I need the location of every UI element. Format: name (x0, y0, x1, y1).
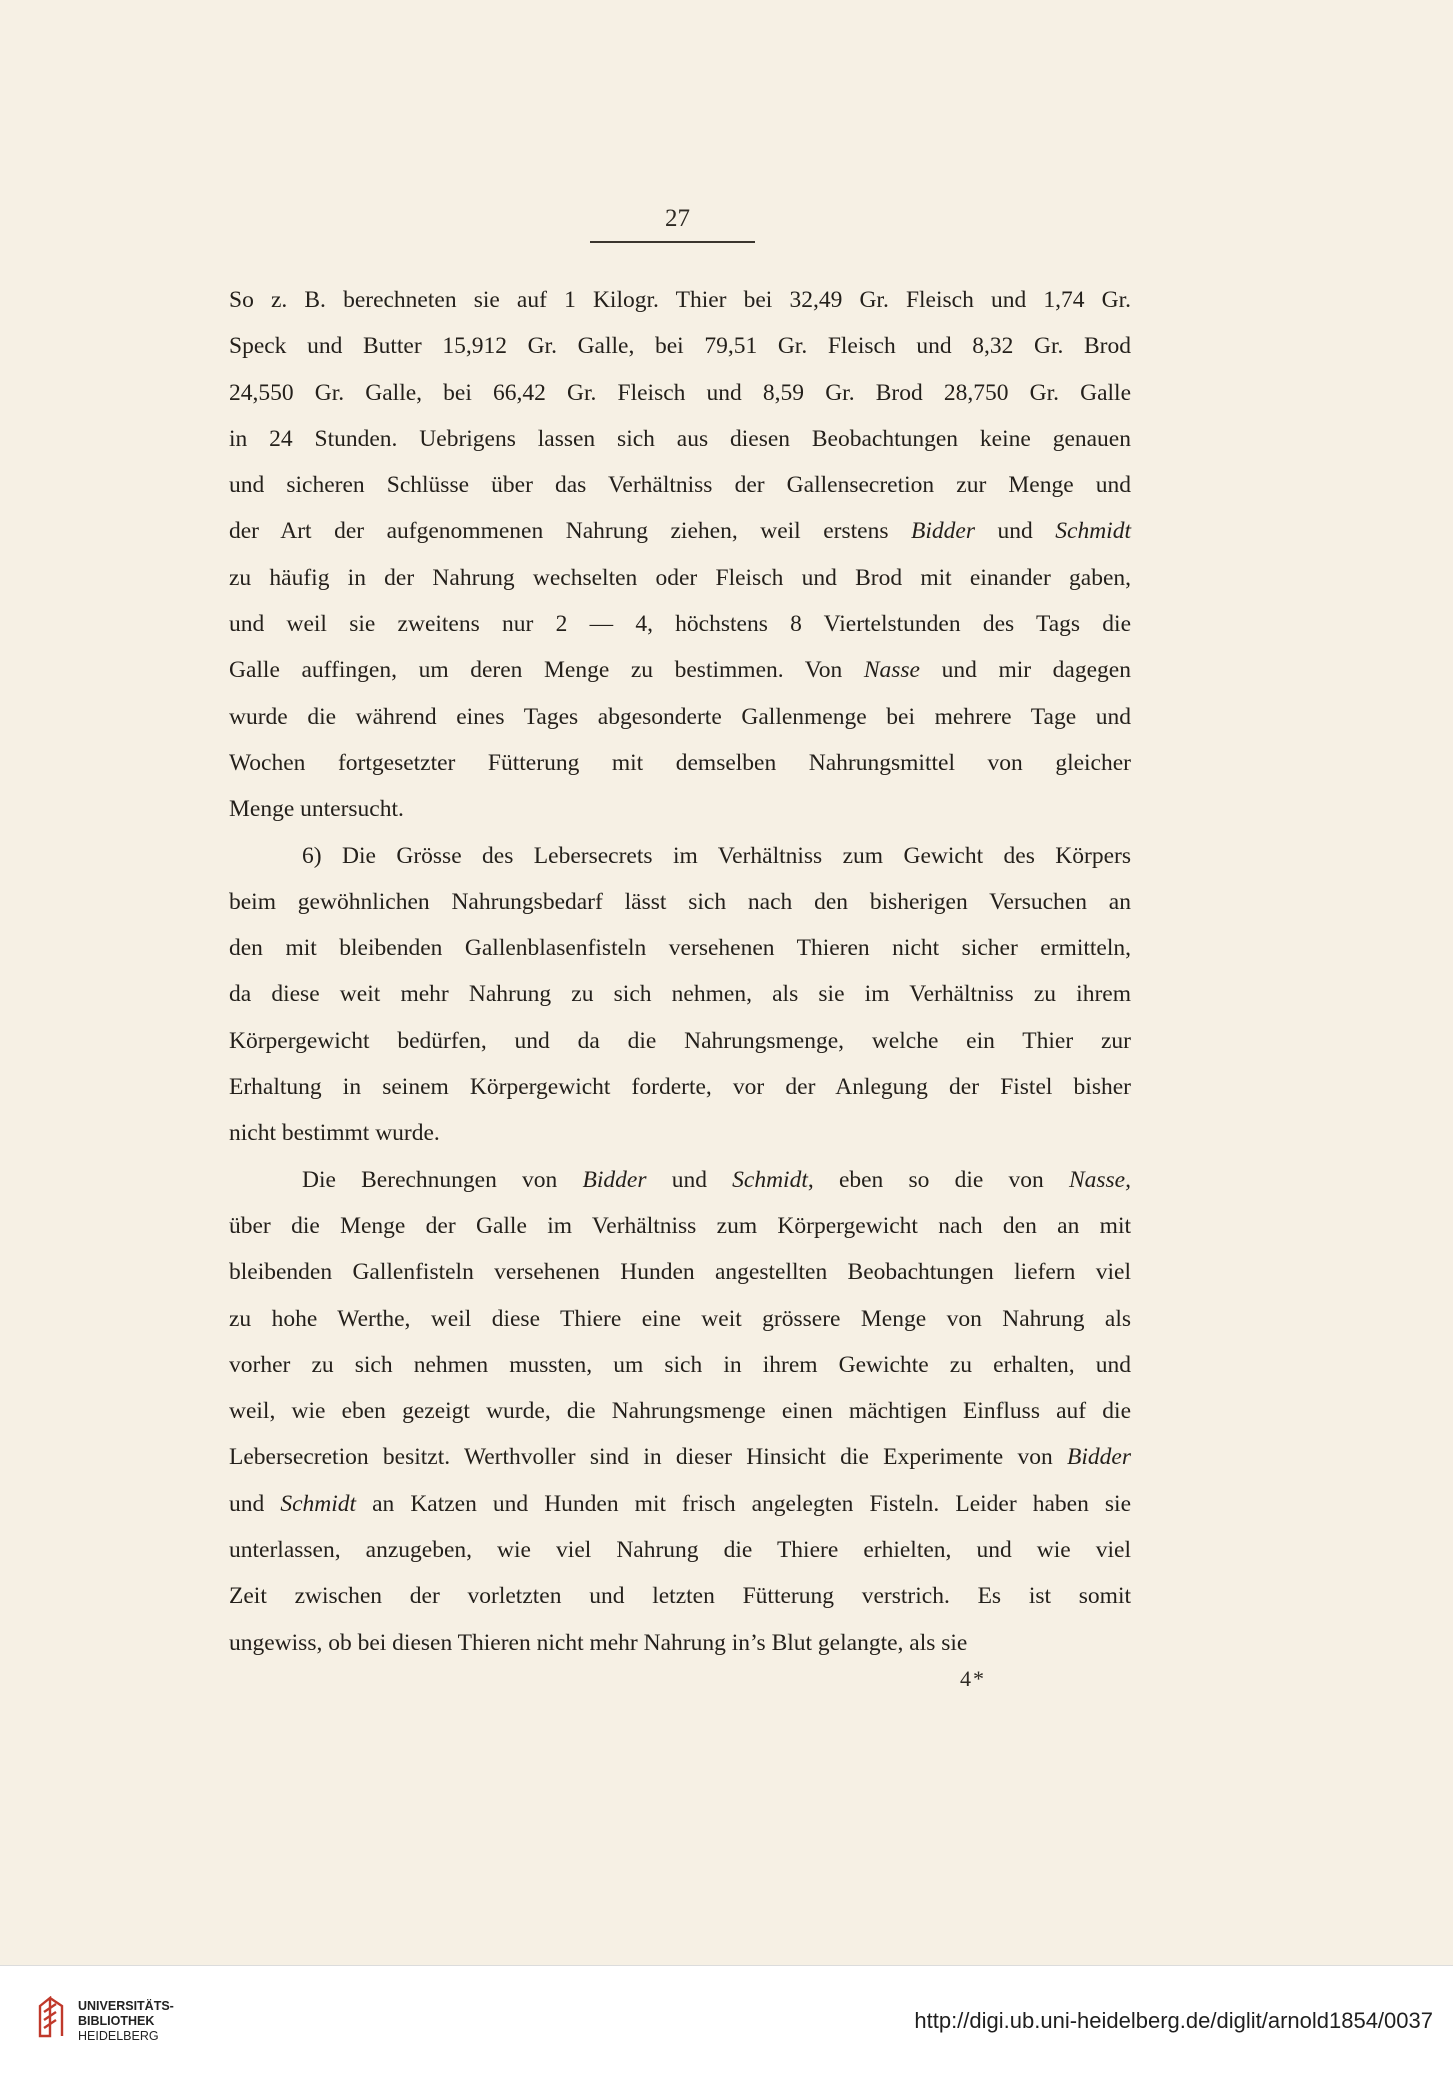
library-name-line: BIBLIOTHEK (78, 2014, 155, 2028)
text-run: Wochen fortgesetzter Fütterung mit demselben Nahrungsmittel von gleicher (229, 749, 1131, 776)
text-run: bleibenden Gallenfisteln versehenen Hunden angestellten Beobachtungen liefern viel (229, 1259, 1131, 1286)
text-run: vorher zu sich nehmen mussten, um sich in ihrem Gewichte zu erhalten, und (229, 1351, 1131, 1378)
italic-name: Schmidt (732, 1166, 808, 1193)
text-line (229, 694, 1131, 740)
text-run: zu häufig in der Nahrung wechselten oder Fleisch und Brod mit einander gaben, (229, 564, 1131, 591)
text-run: unterlassen, anzugeben, wie viel Nahrung die Thiere erhielten, und wie viel (229, 1537, 1131, 1564)
university-library-heidelberg-logo (36, 1996, 72, 2045)
header-rule (590, 241, 755, 243)
text-line (229, 462, 1131, 508)
text-line (229, 879, 1131, 925)
text-line (229, 1434, 1131, 1480)
text-line (229, 370, 1131, 416)
text-line (229, 786, 1131, 832)
text-run: Menge untersucht. (229, 796, 404, 823)
permalink-url[interactable]: http://digi.ub.uni-heidelberg.de/diglit/arnold1854/0037 (914, 2008, 1433, 2033)
text-run: der Art der aufgenommenen Nahrung ziehen, weil erstens (229, 518, 911, 545)
text-run: 6) Die Grösse des Lebersecrets im Verhältniss zum Gewicht des Körpers (302, 842, 1131, 869)
italic-name: Nasse (863, 657, 920, 684)
text-line (229, 601, 1131, 647)
text-line (229, 1064, 1131, 1110)
text-line (229, 508, 1131, 554)
text-line (229, 1249, 1131, 1295)
text-run: und sicheren Schlüsse über das Verhältniss der Gallensecretion zur Menge und (229, 472, 1131, 499)
text-line (229, 1342, 1131, 1388)
text-run: den mit bleibenden Gallenblasenfisteln versehenen Thieren nicht sicher ermitteln, (229, 935, 1131, 962)
text-line (229, 1620, 1131, 1666)
text-run: wurde die während eines Tages abgesonderte Gallenmenge bei mehrere Tage und (229, 703, 1131, 730)
text-line (229, 740, 1131, 786)
text-line (229, 1388, 1131, 1434)
text-run: 24,550 Gr. Galle, bei 66,42 Gr. Fleisch und 8,59 Gr. Brod 28,750 Gr. Galle (229, 379, 1131, 406)
text-run: und (229, 1490, 281, 1517)
text-line (229, 833, 1131, 879)
text-run: ungewiss, ob bei diesen Thieren nicht mehr Nahrung in’s Blut gelangte, als sie (229, 1629, 968, 1656)
italic-name: Bidder (1067, 1444, 1131, 1471)
footer-bar (0, 1965, 1453, 2073)
italic-name: Schmidt (280, 1490, 357, 1517)
text-run: an Katzen und Hunden mit frisch angelegten Fisteln. Leider haben sie (356, 1490, 1132, 1517)
library-name (78, 1999, 174, 2044)
text-run: nicht bestimmt wurde. (229, 1120, 440, 1147)
text-line (229, 925, 1131, 971)
text-line (229, 1157, 1131, 1203)
text-line (229, 323, 1131, 369)
text-line (229, 1018, 1131, 1064)
text-run: Zeit zwischen der vorletzten und letzten Fütterung verstrich. Es ist somit (229, 1583, 1131, 1610)
library-logo-icon (36, 1996, 72, 2040)
italic-name: Nasse, (1068, 1166, 1131, 1193)
text-run: Körpergewicht bedürfen, und da die Nahrungsmenge, welche ein Thier zur (229, 1027, 1131, 1054)
text-line (229, 555, 1131, 601)
text-run: Speck und Butter 15,912 Gr. Galle, bei 79,51 Gr. Fleisch und 8,32 Gr. Brod (229, 333, 1131, 360)
library-name-line: HEIDELBERG (78, 2029, 159, 2043)
text-run: Erhaltung in seinem Körpergewicht forderte, vor der Anlegung der Fistel bisher (229, 1074, 1131, 1101)
text-run: und (974, 518, 1056, 545)
text-run: Galle auffingen, um deren Menge zu bestimmen. Von (229, 657, 864, 684)
italic-name: Schmidt (1055, 518, 1131, 545)
text-line (229, 1573, 1131, 1619)
text-run: Die Berechnungen von (302, 1166, 583, 1193)
text-line (229, 1527, 1131, 1573)
text-run: Lebersecretion besitzt. Werthvoller sind in dieser Hinsicht die Experimente von (229, 1444, 1068, 1471)
text-run: in 24 Stunden. Uebrigens lassen sich aus diesen Beobachtungen keine genauen (229, 425, 1131, 452)
text-line (229, 416, 1131, 462)
signature-mark: 4* (960, 1666, 986, 1691)
text-line (229, 1481, 1131, 1527)
text-line (229, 277, 1131, 323)
text-line (229, 971, 1131, 1017)
text-line (229, 1110, 1131, 1156)
text-run: da diese weit mehr Nahrung zu sich nehmen, als sie im Verhältniss zu ihrem (229, 981, 1131, 1008)
text-line (229, 1296, 1131, 1342)
text-run: , eben so die von (807, 1166, 1069, 1193)
italic-name: Bidder (911, 518, 975, 545)
text-run: und weil sie zweitens nur 2 — 4, höchstens 8 Viertelstunden des Tags die (229, 611, 1131, 638)
text-run: weil, wie eben gezeigt wurde, die Nahrungsmenge einen mächtigen Einfluss auf die (229, 1398, 1131, 1425)
body-text (229, 277, 1131, 1666)
text-run: So z. B. berechneten sie auf 1 Kilogr. Thier bei 32,49 Gr. Fleisch und 1,74 Gr. (229, 287, 1131, 313)
page-number: 27 (665, 205, 690, 232)
library-name-line: UNIVERSITÄTS- (78, 1999, 174, 2013)
text-run: und (646, 1166, 733, 1193)
text-run: beim gewöhnlichen Nahrungsbedarf lässt sich nach den bisherigen Versuchen an (229, 888, 1131, 915)
text-run: über die Menge der Galle im Verhältniss zum Körpergewicht nach den an mit (229, 1212, 1131, 1239)
italic-name: Bidder (582, 1166, 647, 1193)
text-line (229, 647, 1131, 693)
text-line (229, 1203, 1131, 1249)
text-run: zu hohe Werthe, weil diese Thiere eine weit grössere Menge von Nahrung als (229, 1305, 1131, 1332)
text-run: und mir dagegen (920, 657, 1131, 684)
